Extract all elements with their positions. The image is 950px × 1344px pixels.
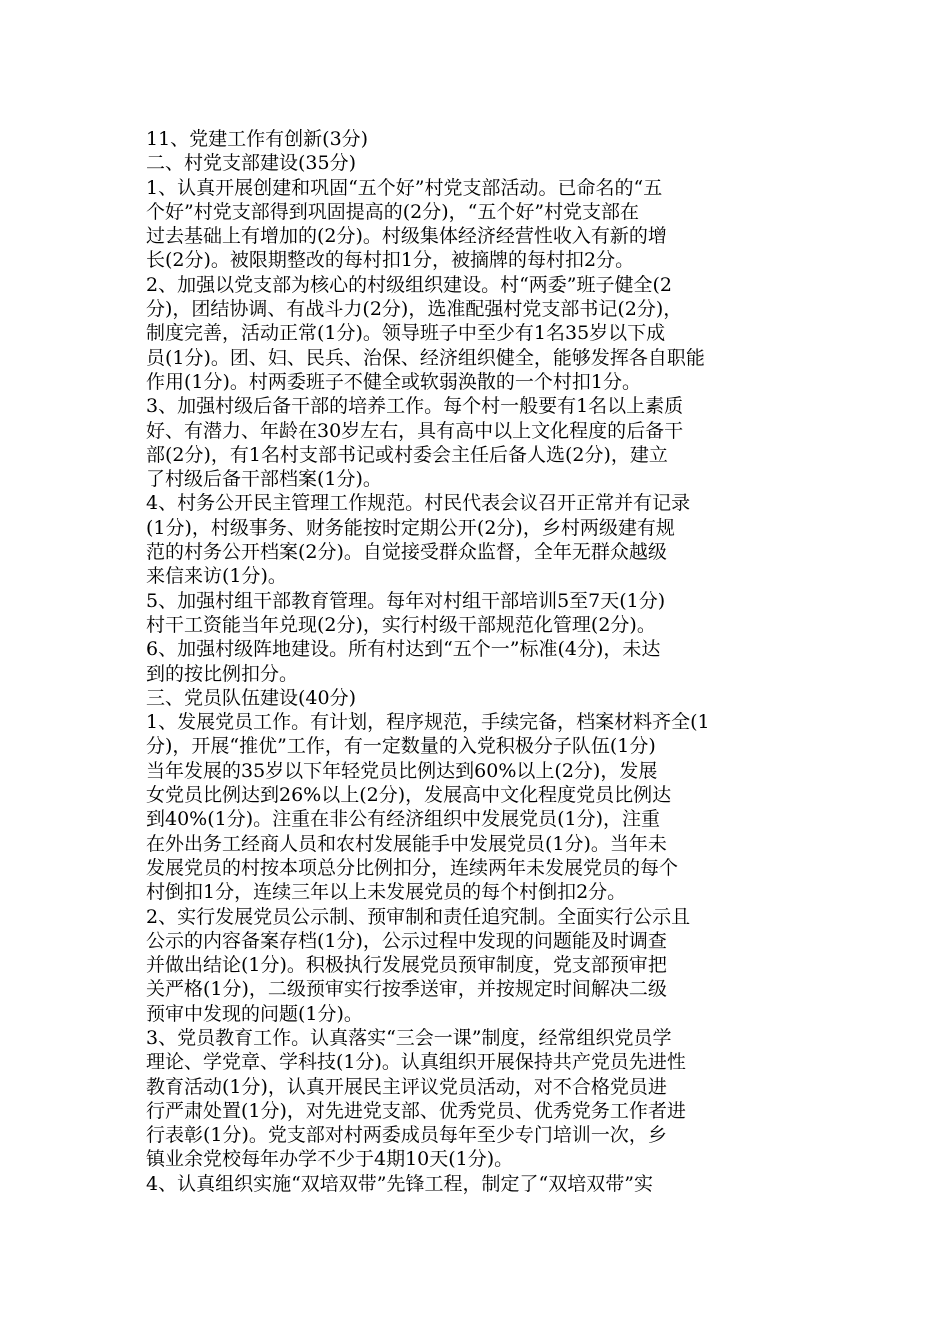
text-line: 3、党员教育工作。认真落实“三会一课”制度，经常组织党员学 bbox=[146, 1026, 672, 1049]
text-line: 当年发展的35岁以下年轻党员比例达到60%以上(2分)，发展 bbox=[146, 759, 658, 782]
text-line: 镇业余党校每年办学不少于4期10天(1分)。 bbox=[146, 1148, 514, 1171]
text-line: 制度完善，活动正常(1分)。领导班子中至少有1名35岁以下成 bbox=[146, 322, 666, 345]
text-line: 1、认真开展创建和巩固“五个好”村党支部活动。已命名的“五 bbox=[146, 176, 663, 199]
text-line: 女党员比例达到26%以上(2分)，发展高中文化程度党员比例达 bbox=[146, 784, 672, 807]
text-line: 部(2分)，有1名村支部书记或村委会主任后备人选(2分)，建立 bbox=[146, 443, 668, 466]
text-line: 理论、学党章、学科技(1分)。认真组织开展保持共产党员先进性 bbox=[146, 1051, 686, 1074]
text-line: 个好”村党支部得到巩固提高的(2分)，“五个好”村党支部在 bbox=[146, 200, 640, 223]
text-line: 好、有潜力、年龄在30岁左右，具有高中以上文化程度的后备干 bbox=[146, 419, 684, 442]
text-line: 并做出结论(1分)。积极执行发展党员预审制度，党支部预审把 bbox=[146, 954, 667, 977]
text-line: 5、加强村组干部教育管理。每年对村组干部培训5至7天(1分) bbox=[146, 589, 666, 612]
text-line: 长(2分)。被限期整改的每村扣1分，被摘牌的每村扣2分。 bbox=[146, 249, 635, 272]
text-line: 教育活动(1分)，认真开展民主评议党员活动，对不合格党员进 bbox=[146, 1075, 667, 1098]
document-body bbox=[146, 127, 814, 1196]
text-line: 到40%(1分)。注重在非公有经济组织中发展党员(1分)，注重 bbox=[146, 808, 661, 831]
text-line: 行表彰(1分)。党支部对村两委成员每年至少专门培训一次，乡 bbox=[146, 1124, 667, 1147]
text-line: 在外出务工经商人员和农村发展能手中发展党员(1分)。当年未 bbox=[146, 832, 667, 855]
text-line: 了村级后备干部档案(1分)。 bbox=[146, 468, 382, 491]
text-line: 预审中发现的问题(1分)。 bbox=[146, 1002, 363, 1025]
text-line: 行严肃处置(1分)，对先进党支部、优秀党员、优秀党务工作者进 bbox=[146, 1099, 686, 1122]
text-line: 发展党员的村按本项总分比例扣分，连续两年未发展党员的每个 bbox=[146, 856, 679, 879]
text-line: 三、党员队伍建设(40分) bbox=[146, 686, 357, 709]
text-line: 范的村务公开档案(2分)。自觉接受群众监督，全年无群众越级 bbox=[146, 541, 667, 564]
text-line: 4、认真组织实施“双培双带”先锋工程，制定了“双培双带”实 bbox=[146, 1172, 653, 1195]
text-line: 到的按比例扣分。 bbox=[146, 662, 299, 685]
text-line: 3、加强村级后备干部的培养工作。每个村一般要有1名以上素质 bbox=[146, 395, 684, 418]
text-line: 1、发展党员工作。有计划，程序规范，手续完备，档案材料齐全(1 bbox=[146, 711, 710, 734]
text-line: 村干工资能当年兑现(2分)，实行村级干部规范化管理(2分)。 bbox=[146, 613, 656, 636]
text-line: 11、党建工作有创新(3分) bbox=[146, 128, 369, 150]
text-line: 分)，团结协调、有战斗力(2分)，选准配强村党支部书记(2分)， bbox=[146, 298, 683, 321]
text-line: 2、加强以党支部为核心的村级组织建设。村“两委”班子健全(2 bbox=[146, 273, 673, 296]
text-line: 村倒扣1分，连续三年以上未发展党员的每个村倒扣2分。 bbox=[146, 881, 627, 904]
text-line: 员(1分)。团、妇、民兵、治保、经济组织健全，能够发挥各自职能 bbox=[146, 346, 705, 369]
text-line: 分)，开展“推优”工作，有一定数量的入党积极分子队伍(1分) bbox=[146, 735, 656, 758]
text-line: (1分)，村级事务、财务能按时定期公开(2分)，乡村两级建有规 bbox=[146, 516, 675, 539]
text-line: 来信来访(1分)。 bbox=[146, 565, 287, 588]
text-line: 二、村党支部建设(35分) bbox=[146, 152, 357, 175]
text-line: 公示的内容备案存档(1分)，公示过程中发现的问题能及时调查 bbox=[146, 929, 667, 952]
text-line: 关严格(1分)，二级预审实行按季送审，并按规定时间解决二级 bbox=[146, 978, 667, 1001]
text-line: 6、加强村级阵地建设。所有村达到“五个一”标准(4分)，未达 bbox=[146, 638, 661, 661]
text-line: 4、村务公开民主管理工作规范。村民代表会议召开正常并有记录 bbox=[146, 492, 691, 515]
text-line: 2、实行发展党员公示制、预审制和责任追究制。全面实行公示且 bbox=[146, 905, 691, 928]
text-line: 作用(1分)。村两委班子不健全或软弱涣散的一个村扣1分。 bbox=[146, 370, 642, 393]
text-line: 过去基础上有增加的(2分)。村级集体经济经营性收入有新的增 bbox=[146, 225, 667, 248]
